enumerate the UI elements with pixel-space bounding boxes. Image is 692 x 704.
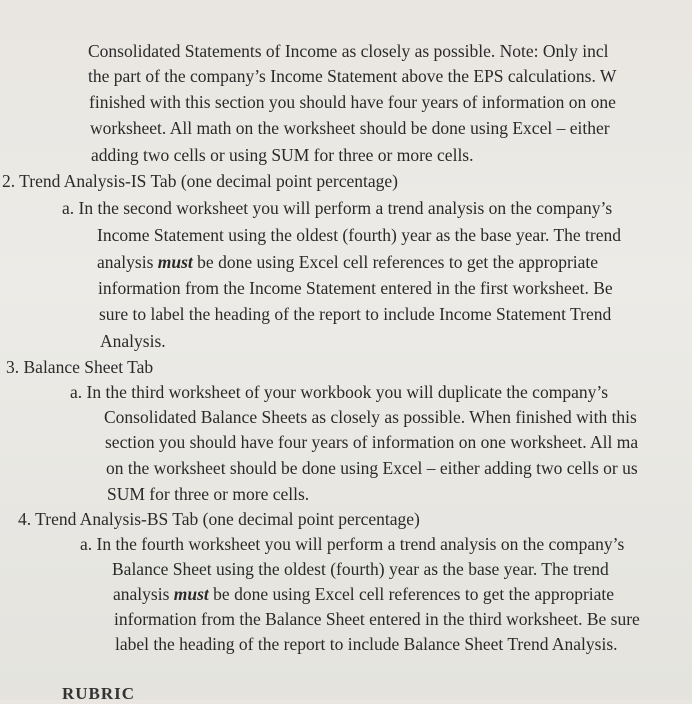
s2a-must-emphasis: must bbox=[157, 252, 193, 272]
s4a-line-3-pre: analysis bbox=[113, 584, 174, 604]
s4a-must-emphasis: must bbox=[173, 584, 209, 604]
s2a-line-5: sure to label the heading of the report to include Income Statement Trend bbox=[99, 304, 612, 324]
s1-line-3: finished with this section you should have four years of information on one bbox=[89, 92, 616, 112]
s3a-line-1: a. In the third worksheet of your workbook you will duplicate the company’s bbox=[70, 382, 609, 402]
s4a-line-5: label the heading of the report to include Balance Sheet Trend Analysis. bbox=[115, 634, 618, 654]
s1-line-2: the part of the company’s Income Statement above the EPS calculations. W bbox=[88, 66, 617, 86]
s2a-line-2: Income Statement using the oldest (fourth) year as the base year. The trend bbox=[97, 225, 622, 245]
s4a-line-3-post: be done using Excel cell references to get the appropriate bbox=[208, 584, 615, 604]
s1-line-4: worksheet. All math on the worksheet should be done using Excel – either bbox=[90, 118, 610, 138]
s4a-line-3 bbox=[113, 584, 614, 604]
s2a-line-4: information from the Income Statement entered in the first worksheet. Be bbox=[98, 278, 613, 298]
s3a-line-3: section you should have four years of information on one worksheet. All ma bbox=[105, 432, 639, 452]
s1-line-1: Consolidated Statements of Income as closely as possible. Note: Only incl bbox=[88, 41, 609, 61]
s4a-line-2: Balance Sheet using the oldest (fourth) year as the base year. The trend bbox=[112, 559, 609, 579]
s4a-line-4: information from the Balance Sheet entered in the third worksheet. Be sure bbox=[114, 609, 640, 629]
s3a-line-5: SUM for three or more cells. bbox=[107, 484, 310, 504]
s2a-line-1: a. In the second worksheet you will perform a trend analysis on the company’s bbox=[62, 198, 613, 218]
s4a-line-1: a. In the fourth worksheet you will perform a trend analysis on the company’s bbox=[80, 534, 625, 554]
s2a-line-3-post: be done using Excel cell references to get the appropriate bbox=[192, 252, 599, 272]
s3a-line-4: on the worksheet should be done using Excel – either adding two cells or us bbox=[106, 458, 638, 478]
s2a-line-3-pre: analysis bbox=[97, 252, 158, 272]
section-2-heading: 2. Trend Analysis-IS Tab (one decimal point percentage) bbox=[2, 171, 399, 191]
section-3-heading: 3. Balance Sheet Tab bbox=[6, 357, 154, 377]
s1-line-5: adding two cells or using SUM for three or more cells. bbox=[91, 145, 474, 165]
s2a-line-6: Analysis. bbox=[100, 331, 166, 351]
s3a-line-2: Consolidated Balance Sheets as closely as possible. When finished with this bbox=[104, 407, 637, 427]
section-4-heading: 4. Trend Analysis-BS Tab (one decimal point percentage) bbox=[18, 509, 420, 529]
s2a-line-3 bbox=[97, 252, 598, 272]
rubric-heading: RUBRIC bbox=[62, 684, 136, 703]
